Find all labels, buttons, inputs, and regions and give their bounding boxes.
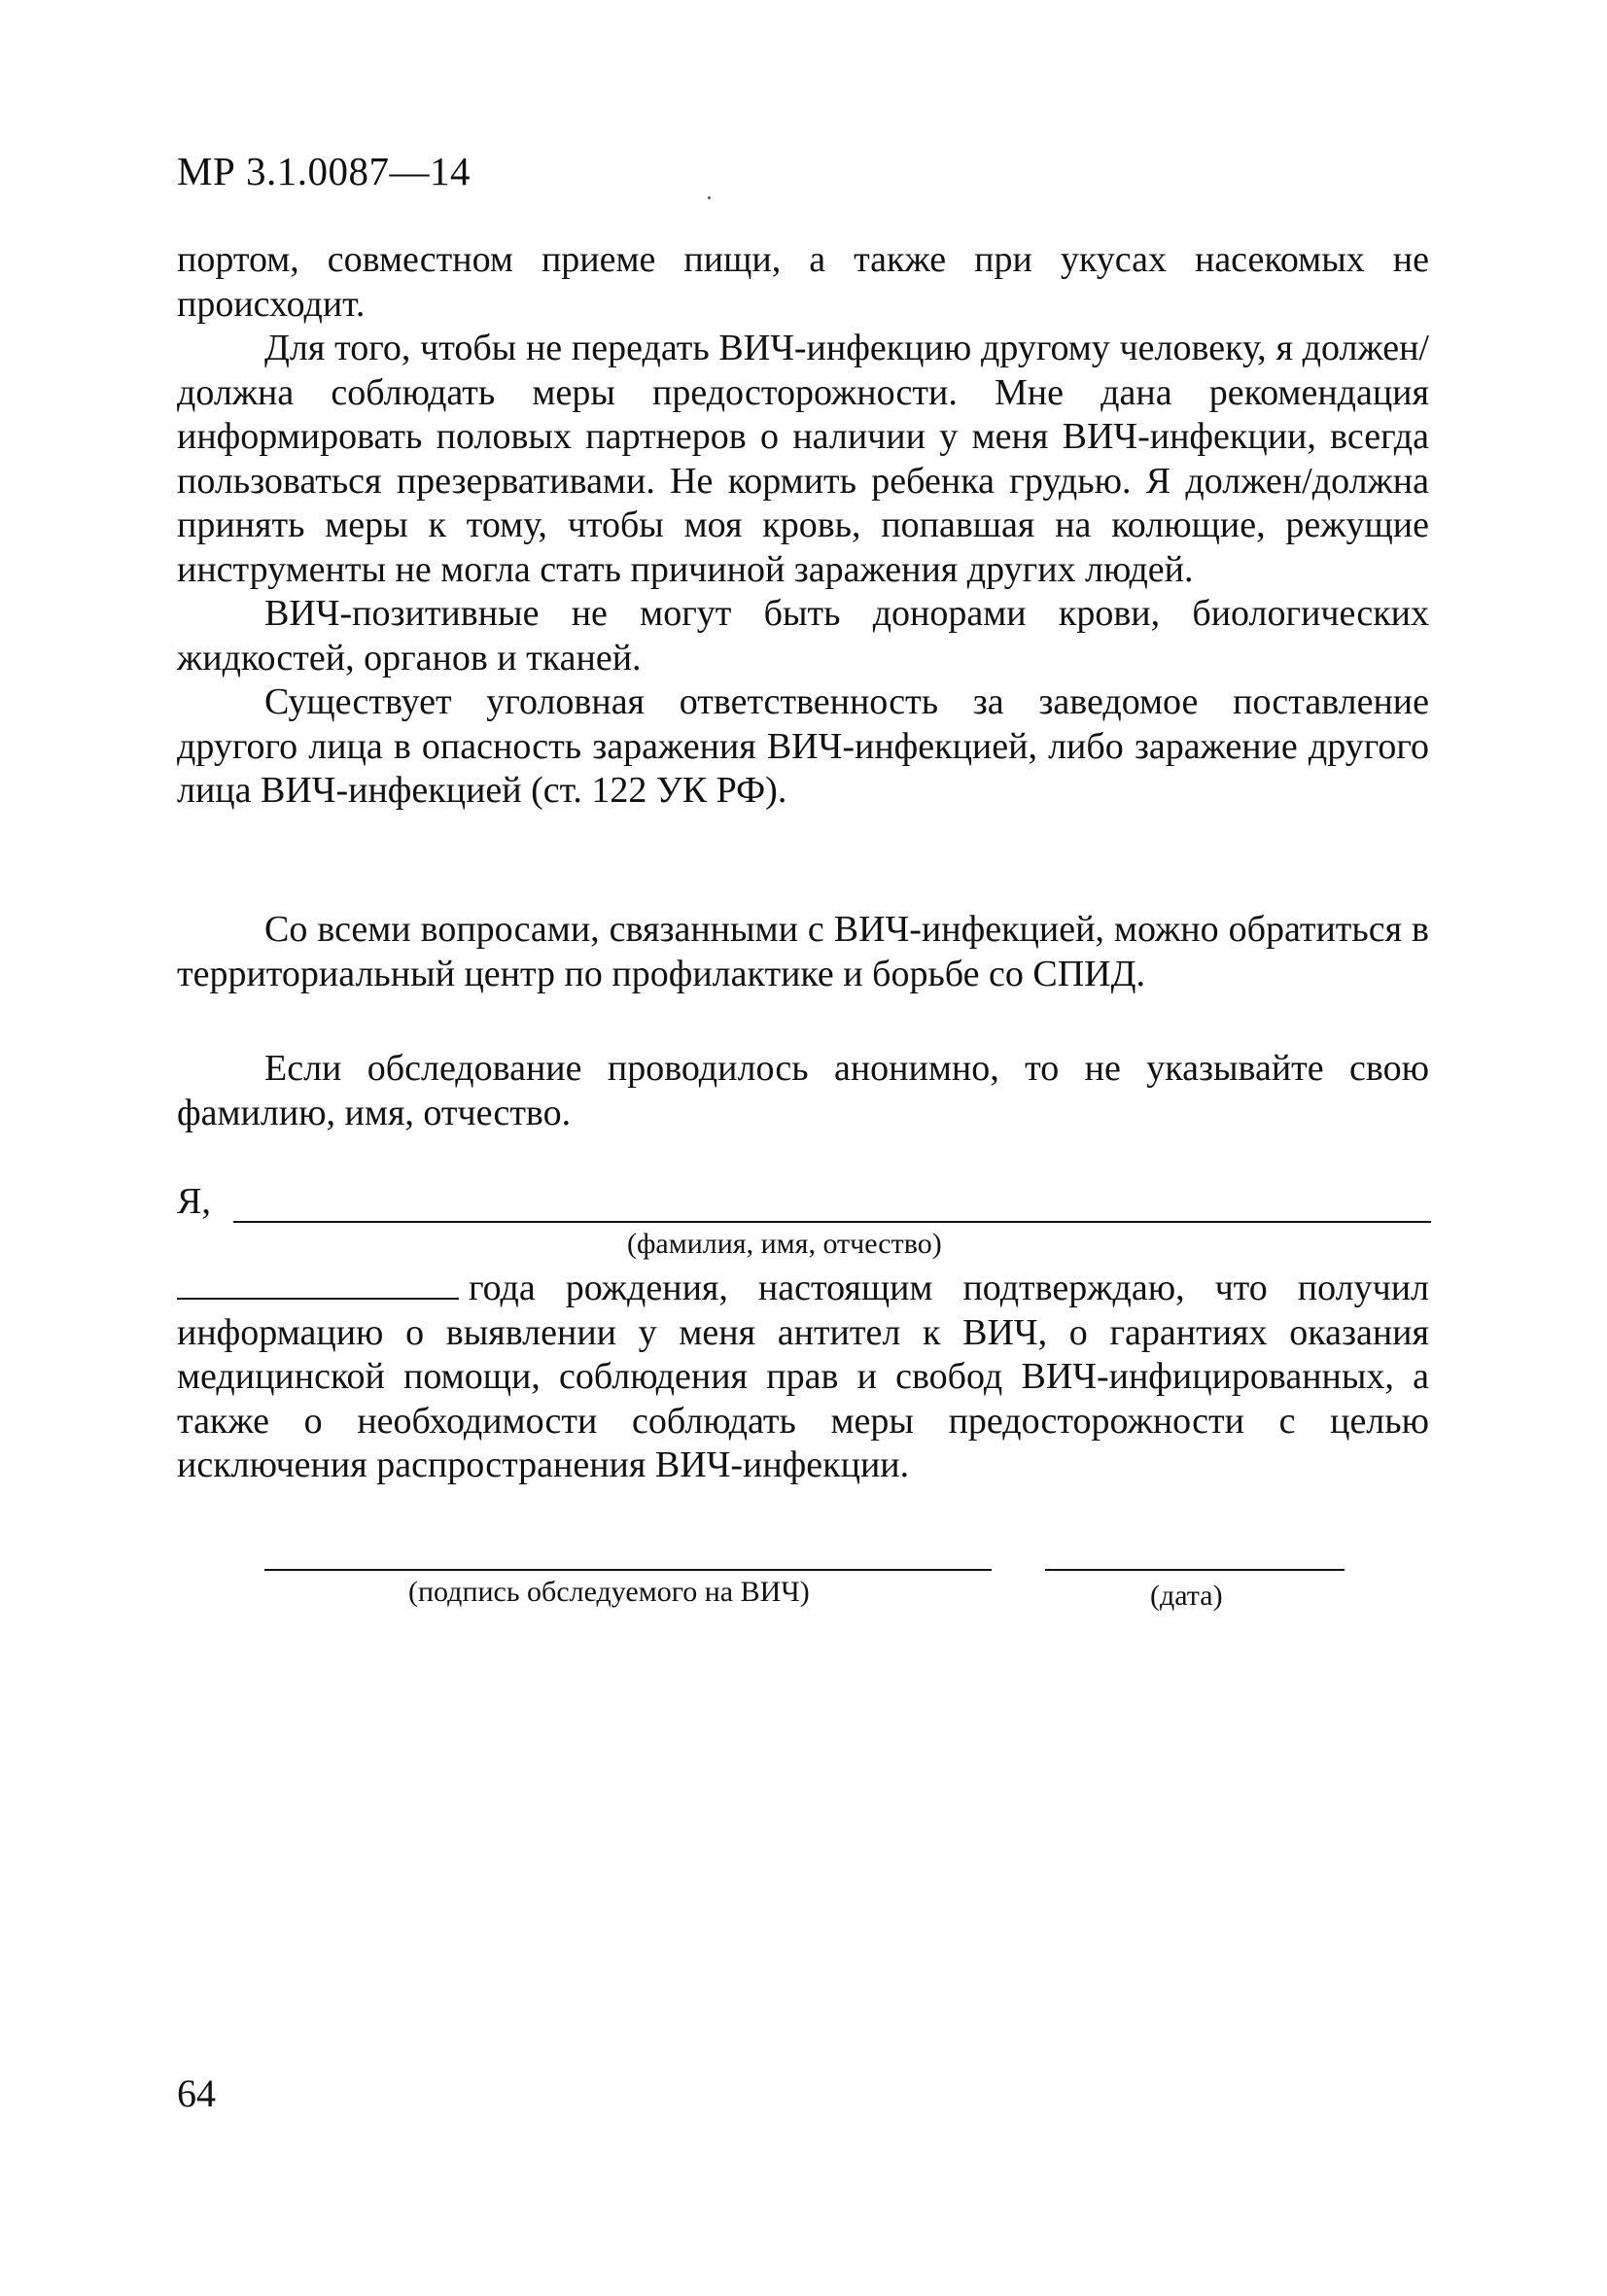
date-blank-line[interactable] [1045,1569,1345,1571]
paragraph-anonymous: Если обследование проводилось анонимно, то не указывайте свою фамилию, имя, отчество. [177,1048,1429,1133]
ya-label: Я, [177,1181,211,1222]
document-code-header: МР 3.1.0087—14 [177,149,472,193]
scan-speck [708,196,711,199]
paragraph-precautions: Для того, чтобы не передать ВИЧ-инфекцию другому человеку, я должен/должна соблюдать меры предосторожности. Мне дана рекомендация информировать половых партнеров о наличии у меня ВИЧ-инфекции, всегда пользоваться презервативами. Не кормить ребенка грудью. Я должен/должна принять меры к тому, чтобы моя кровь, попавшая на колющие, режущие инструменты не могла стать причиной заражения других людей. [177,328,1429,590]
paragraph-liability: Существует уголовная ответственность за заведомое поставление другого лица в опасность заражения ВИЧ-инфекцией, либо заражение другого лица ВИЧ-инфекцией (ст. 122 УК РФ). [177,681,1429,811]
page-number: 64 [177,2071,216,2115]
paragraph-contact-block [177,908,1429,996]
date-caption: (дата) [1150,1580,1223,1612]
signature-caption: (подпись обследуемого на ВИЧ) [408,1576,810,1608]
birth-year-blank-line[interactable] [177,1270,459,1300]
paragraph-anonymous-block [177,1047,1429,1135]
paragraph-continuation: портом, совместном приеме пищи, а также при укусах насекомых не происходит. [177,239,1429,325]
fio-field-row [177,1178,1431,1225]
confirmation-text: года рождения, настоящим подтверждаю, что получил информацию о выявлении у меня антител к ВИЧ, о гарантиях оказания медицинской помощи, соблюдения прав и свобод ВИЧ-инфицированных, а также о необходимости соблюдать меры предосторожности с целью исключения распространения ВИЧ-инфекции. [177,1268,1429,1485]
paragraph-contact: Со всеми вопросами, связанными с ВИЧ-инфекцией, можно обратиться в территориальный центр по профилактике и борьбе со СПИД. [177,909,1429,994]
fio-caption: (фамилия, имя, отчество) [627,1228,942,1260]
paragraph-donors: ВИЧ-позитивные не могут быть донорами крови, биологических жидкостей, органов и тканей. [177,593,1429,678]
paragraphs-top [177,238,1429,814]
signature-blank-line[interactable] [264,1569,992,1571]
confirmation-block [177,1267,1429,1488]
fio-blank-line[interactable] [233,1221,1431,1223]
